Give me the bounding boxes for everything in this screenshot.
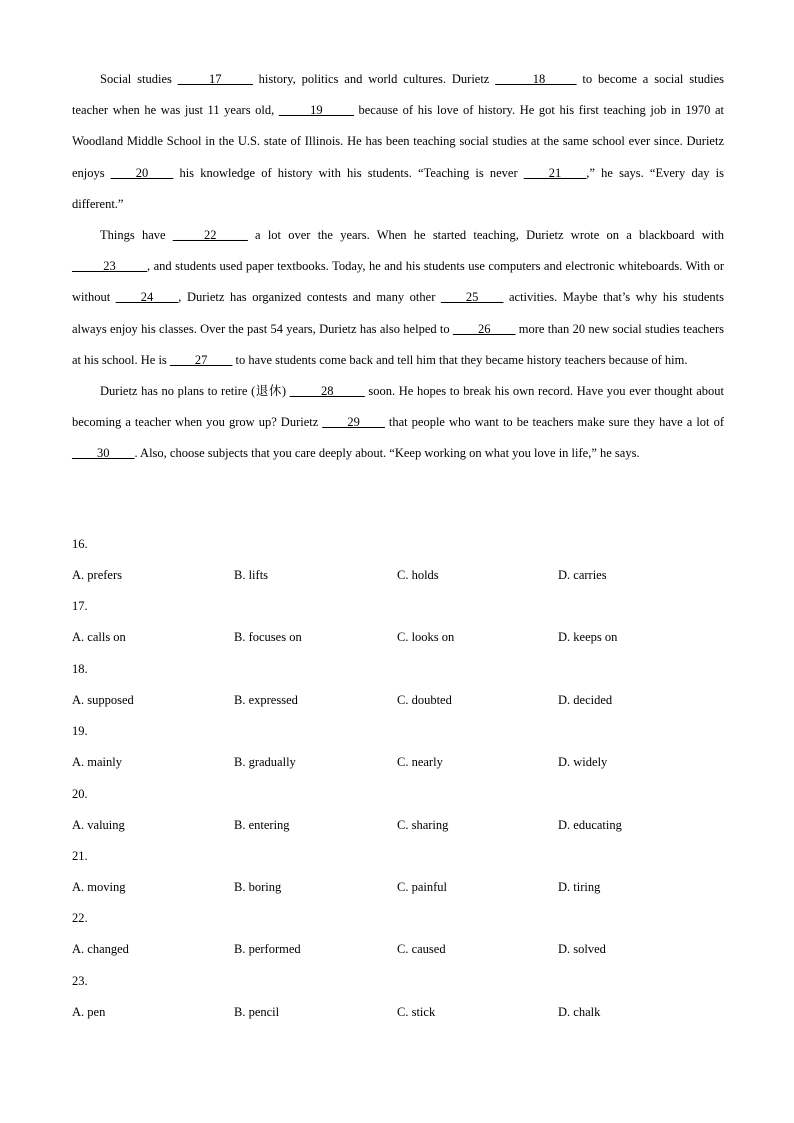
passage-text: a lot over the years. When he started teaching, Durietz wrote on a blackboard with [247, 228, 724, 243]
option-b: B. boring [234, 879, 282, 894]
answer-blank: _____17_____ [177, 72, 253, 86]
option-c: C. holds [397, 568, 439, 582]
question [72, 846, 724, 908]
question [72, 908, 724, 970]
question-number: 20. [72, 786, 88, 801]
cloze-passage [72, 64, 724, 470]
question [72, 971, 724, 1033]
passage-text: history, politics and world cultures. Durietz [252, 72, 496, 86]
passage-text: that people who want to be teachers make sure they have a lot of [384, 415, 724, 430]
answer-blank: ______18_____ [495, 72, 577, 86]
option-a: A. mainly [72, 755, 122, 770]
option-c: C. sharing [397, 817, 449, 832]
option-d: D. carries [558, 568, 607, 582]
option-d: D. educating [558, 817, 622, 832]
question-list [72, 534, 724, 1033]
answer-blank: ____21____ [523, 165, 587, 180]
option-d: D. tiring [558, 879, 601, 894]
option-row [72, 815, 724, 835]
passage-text: Things have [100, 228, 173, 243]
paragraph-3 [72, 376, 724, 470]
passage-text: Durietz has no plans to retire (退休) [100, 384, 290, 399]
option-c: C. looks on [397, 630, 455, 645]
question [72, 721, 724, 783]
question-number: 22. [72, 911, 88, 926]
option-c: C. doubted [397, 692, 452, 707]
passage-text: , Durietz has organized contests and many other [178, 290, 441, 305]
question [72, 784, 724, 846]
option-d: D. solved [558, 942, 606, 957]
option-a: A. calls on [72, 630, 126, 645]
option-row [72, 627, 724, 647]
answer-blank: ____26____ [452, 321, 516, 336]
option-b: B. lifts [234, 568, 269, 582]
option-b: B. pencil [234, 1004, 280, 1019]
option-d: D. keeps on [558, 630, 618, 645]
option-row [72, 752, 724, 772]
answer-blank: ____27____ [169, 352, 233, 367]
question [72, 534, 724, 596]
passage-text: his knowledge of history with his students. “Teaching is never [173, 165, 524, 180]
option-b: B. gradually [234, 755, 296, 770]
answer-blank: _____19_____ [278, 103, 354, 118]
question-number: 21. [72, 848, 88, 863]
passage-text: Social studies [100, 72, 178, 86]
option-b: B. expressed [234, 692, 298, 707]
answer-blank: ____20____ [110, 165, 174, 180]
option-a: A. prefers [72, 568, 122, 582]
passage-text: . Also, choose subjects that you care deeply about. “Keep working on what you love in life,” he says. [134, 446, 640, 461]
option-row [72, 1002, 724, 1022]
answer-blank: ____24____ [115, 290, 179, 305]
option-d: D. chalk [558, 1004, 601, 1019]
option-row [72, 565, 724, 585]
option-c: C. painful [397, 879, 447, 894]
question [72, 659, 724, 721]
option-a: A. valuing [72, 817, 125, 832]
paragraph-2 [72, 220, 724, 376]
option-a: A. pen [72, 1004, 106, 1019]
passage-text: more than 20 new social studies teachers at his school. He is [72, 321, 724, 367]
answer-blank: ____30____ [72, 446, 135, 461]
option-d: D. widely [558, 755, 608, 770]
answer-blank: _____28_____ [289, 384, 365, 399]
answer-blank: _____23_____ [72, 259, 147, 274]
passage-text: soon. He hopes to break his own record. Have you ever thought about becoming a teacher when you grow up? Durietz [72, 384, 724, 430]
passage-text: to have students come back and tell him that they became history teachers because of him. [232, 352, 688, 367]
option-d: D. decided [558, 692, 613, 707]
passage-text: , and students used paper textbooks. Today, he and his students use computers and electronic whiteboards. With or without [72, 259, 724, 305]
option-a: A. moving [72, 879, 126, 894]
question-number: 23. [72, 973, 88, 988]
option-row [72, 877, 724, 897]
passage-text: to become a social studies teacher when he was just 11 years old, [72, 72, 725, 118]
option-b: B. performed [234, 942, 301, 957]
option-b: B. focuses on [234, 630, 302, 645]
passage-text: ,” he says. “Every day is different.” [72, 165, 724, 211]
option-row [72, 939, 724, 959]
passage-text: activities. Maybe that’s why his students always enjoy his classes. Over the past 54 years, Durietz has also helped to [72, 290, 724, 336]
answer-blank: ____29____ [322, 415, 385, 430]
question-number: 17. [72, 599, 88, 614]
option-b: B. entering [234, 817, 290, 832]
answer-blank: ____25____ [440, 290, 504, 305]
option-c: C. nearly [397, 755, 443, 770]
option-c: C. caused [397, 942, 446, 957]
question-number: 16. [72, 537, 88, 551]
paragraph-1 [72, 64, 724, 220]
option-a: A. supposed [72, 692, 134, 707]
question-number: 18. [72, 661, 88, 676]
option-a: A. changed [72, 942, 129, 957]
question-number: 19. [72, 724, 88, 739]
question [72, 596, 724, 658]
option-c: C. stick [397, 1004, 436, 1019]
option-row [72, 690, 724, 710]
answer-blank: _____22_____ [172, 228, 248, 243]
passage-text: because of his love of history. He got his first teaching job in 1970 at Woodland Middle School in the U.S. state of Illinois. He has been teaching social studies at the same school ever since. Durietz enjoys [72, 103, 724, 180]
